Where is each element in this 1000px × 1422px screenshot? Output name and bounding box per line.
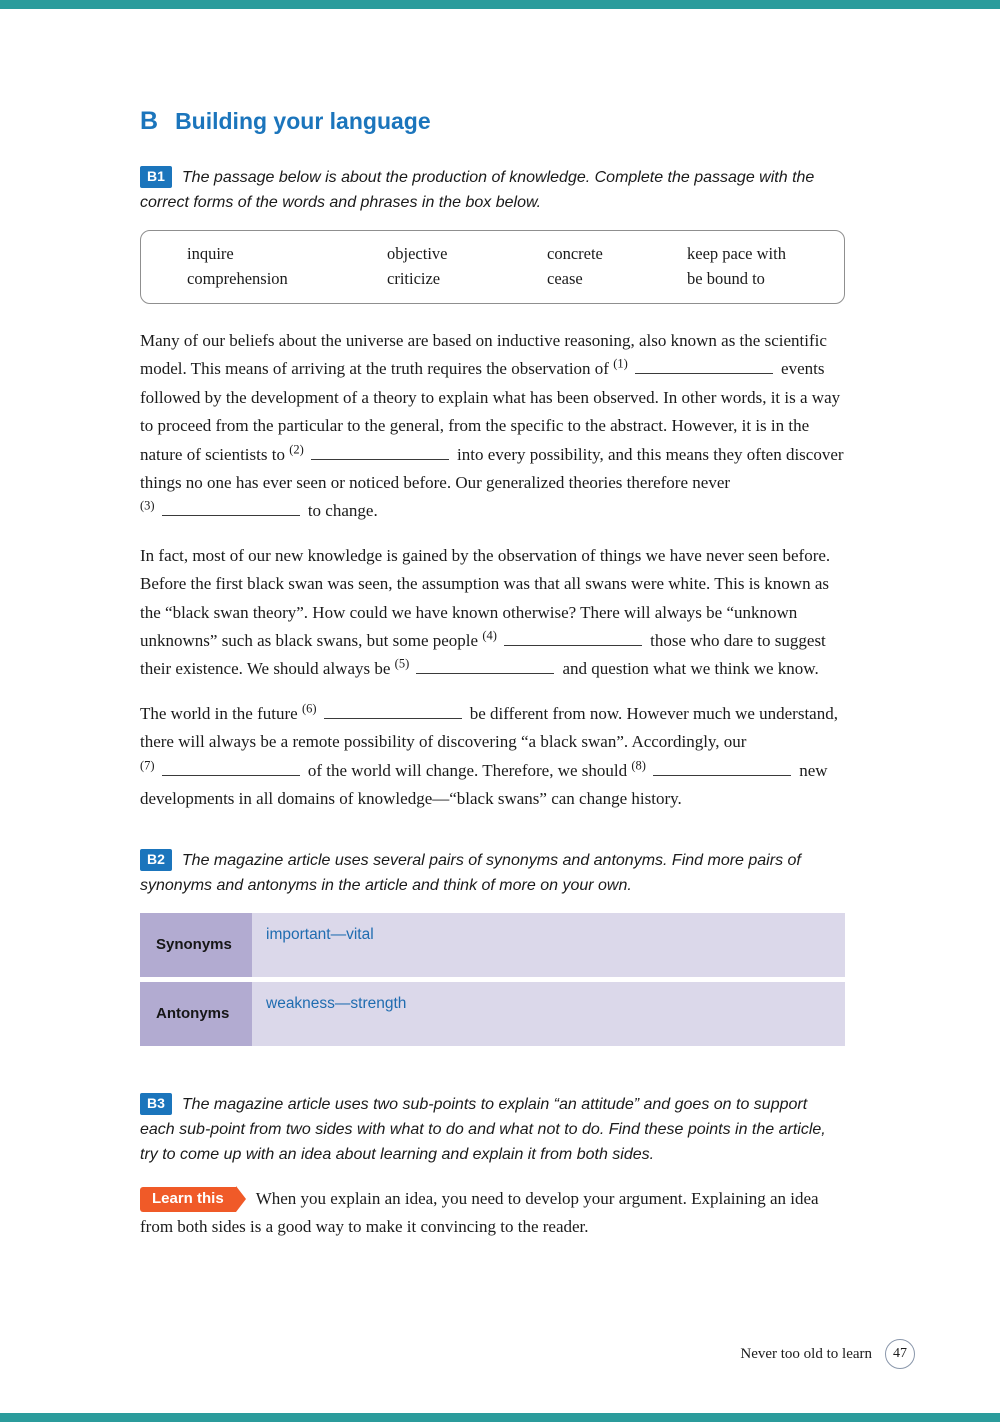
fill-blank-4 [482,628,646,650]
blank-line [504,645,642,646]
fill-blank-7 [140,758,304,780]
blank-number: (2) [289,441,304,456]
passage [140,327,845,814]
blank-number: (6) [301,701,317,716]
fill-blank-8 [631,758,795,780]
bottom-edge-bar [0,1413,1000,1422]
word-bank-item: comprehension [187,269,288,288]
footer-motto: Never too old to learn [740,1345,872,1362]
exercise-b2-instructions-block [140,848,845,898]
word-bank-item: concrete [547,244,603,263]
blank-number: (3) [140,498,155,513]
blank-line [635,373,773,374]
exercise-b3-instructions-block [140,1092,845,1167]
top-edge-bar [0,0,1000,9]
blank-line [162,775,300,776]
blank-number: (8) [631,758,646,773]
exercise-b2 [140,848,845,1046]
blank-line [324,718,462,719]
blank-line [311,459,449,460]
fill-blank-1 [613,356,777,378]
blank-line [416,673,554,674]
exercise-b1-badge: B1 [140,166,172,188]
section-title: Building your language [175,108,431,134]
blank-number: (4) [482,628,497,643]
passage-paragraph: Many of our beliefs about the universe are based on inductive reasoning, also known as the scientific model. This means of arriving at the truth requires the observation of $^{(1)}$ events followed by the development of a theory to explain what has been observed. In other words, it is a way to proceed from the particular to the general, from the specific to the abstract. However, it is in the nature of scientists to $^{(2)}$ into every possibility, and this means they often discover things no one has ever seen or noticed before. Our generalized theories therefore never $^{(3)}$ to change. [140,331,844,521]
section-letter: B [140,107,159,135]
word-bank-item: be bound to [687,269,765,288]
passage-paragraph: In fact, most of our new knowledge is gained by the observation of things we have never seen before. Before the first black swan was seen, the assumption was that all swans were white. This is known as the “black swan theory”. How could we have known otherwise? There will always be “unknown unknowns” such as black swans, but some people $^{(4)}$ those who dare to suggest their existence. We should always be $^{(5)}$ and question what we think we know. [140,545,831,679]
exercise-b3-badge: B3 [140,1093,172,1115]
word-bank-item: cease [547,269,583,288]
table-row-header: Antonyms [140,982,252,1046]
exercise-b1-instructions: The passage below is about the production of knowledge. Complete the passage with the correct forms of the words and phrases in the box below. [140,169,815,211]
fill-blank-2 [289,441,453,464]
learn-this-badge: Learn this [140,1187,236,1212]
learn-this-note [140,1185,845,1242]
blank-line [653,775,791,776]
section-heading [140,100,845,137]
table-row-value: weakness—strength [252,982,845,1046]
exercise-b2-badge: B2 [140,849,172,871]
synonym-antonym-table [140,913,845,1046]
fill-blank-5 [394,656,559,678]
table-row [140,913,845,977]
word-bank-box [140,230,845,304]
exercise-b3-instructions: The magazine article uses two sub-points to explain “an attitude” and goes on to support each sub-point from two sides with what to do and what not to do. Find these points in the article, try to come up with an idea about learning and explain it from both sides. [140,1095,826,1163]
learn-this-text: When you explain an idea, you need to develop your argument. Explaining an idea from both sides is a good way to make it convincing to the reader. [140,1188,819,1236]
word-bank-item: criticize [387,269,441,288]
exercise-b1-instructions-block [140,165,845,215]
table-row-header: Synonyms [140,913,252,977]
exercise-b3 [140,1092,845,1242]
exercise-b1 [140,165,845,814]
exercise-b2-instructions: The magazine article uses several pairs of synonyms and antonyms. Find more pairs of synonyms and antonyms in the article and think of more on your own. [140,851,801,894]
word-bank-item: inquire [187,244,234,263]
blank-number: (5) [394,656,410,671]
passage-paragraph: The world in the future $^{(6)}$ be different from now. However much we understand, there will always be a remote possibility of discovering “a black swan”. Accordingly, our $^{(7)}$ of the world will change. Therefore, we should $^{(8)}$ new developments in all domains of knowledge—“black swans” can change history. [140,701,838,809]
blank-line [162,515,300,516]
page-number-badge: 47 [885,1339,915,1369]
blank-number: (7) [140,758,155,773]
word-bank-item: objective [387,244,448,263]
fill-blank-6 [301,701,466,723]
footer [740,1339,915,1369]
table-row-value: important—vital [252,913,845,977]
fill-blank-3 [140,498,304,520]
blank-number: (1) [613,356,628,371]
table-row [140,982,845,1046]
word-bank-item: keep pace with [687,244,786,263]
